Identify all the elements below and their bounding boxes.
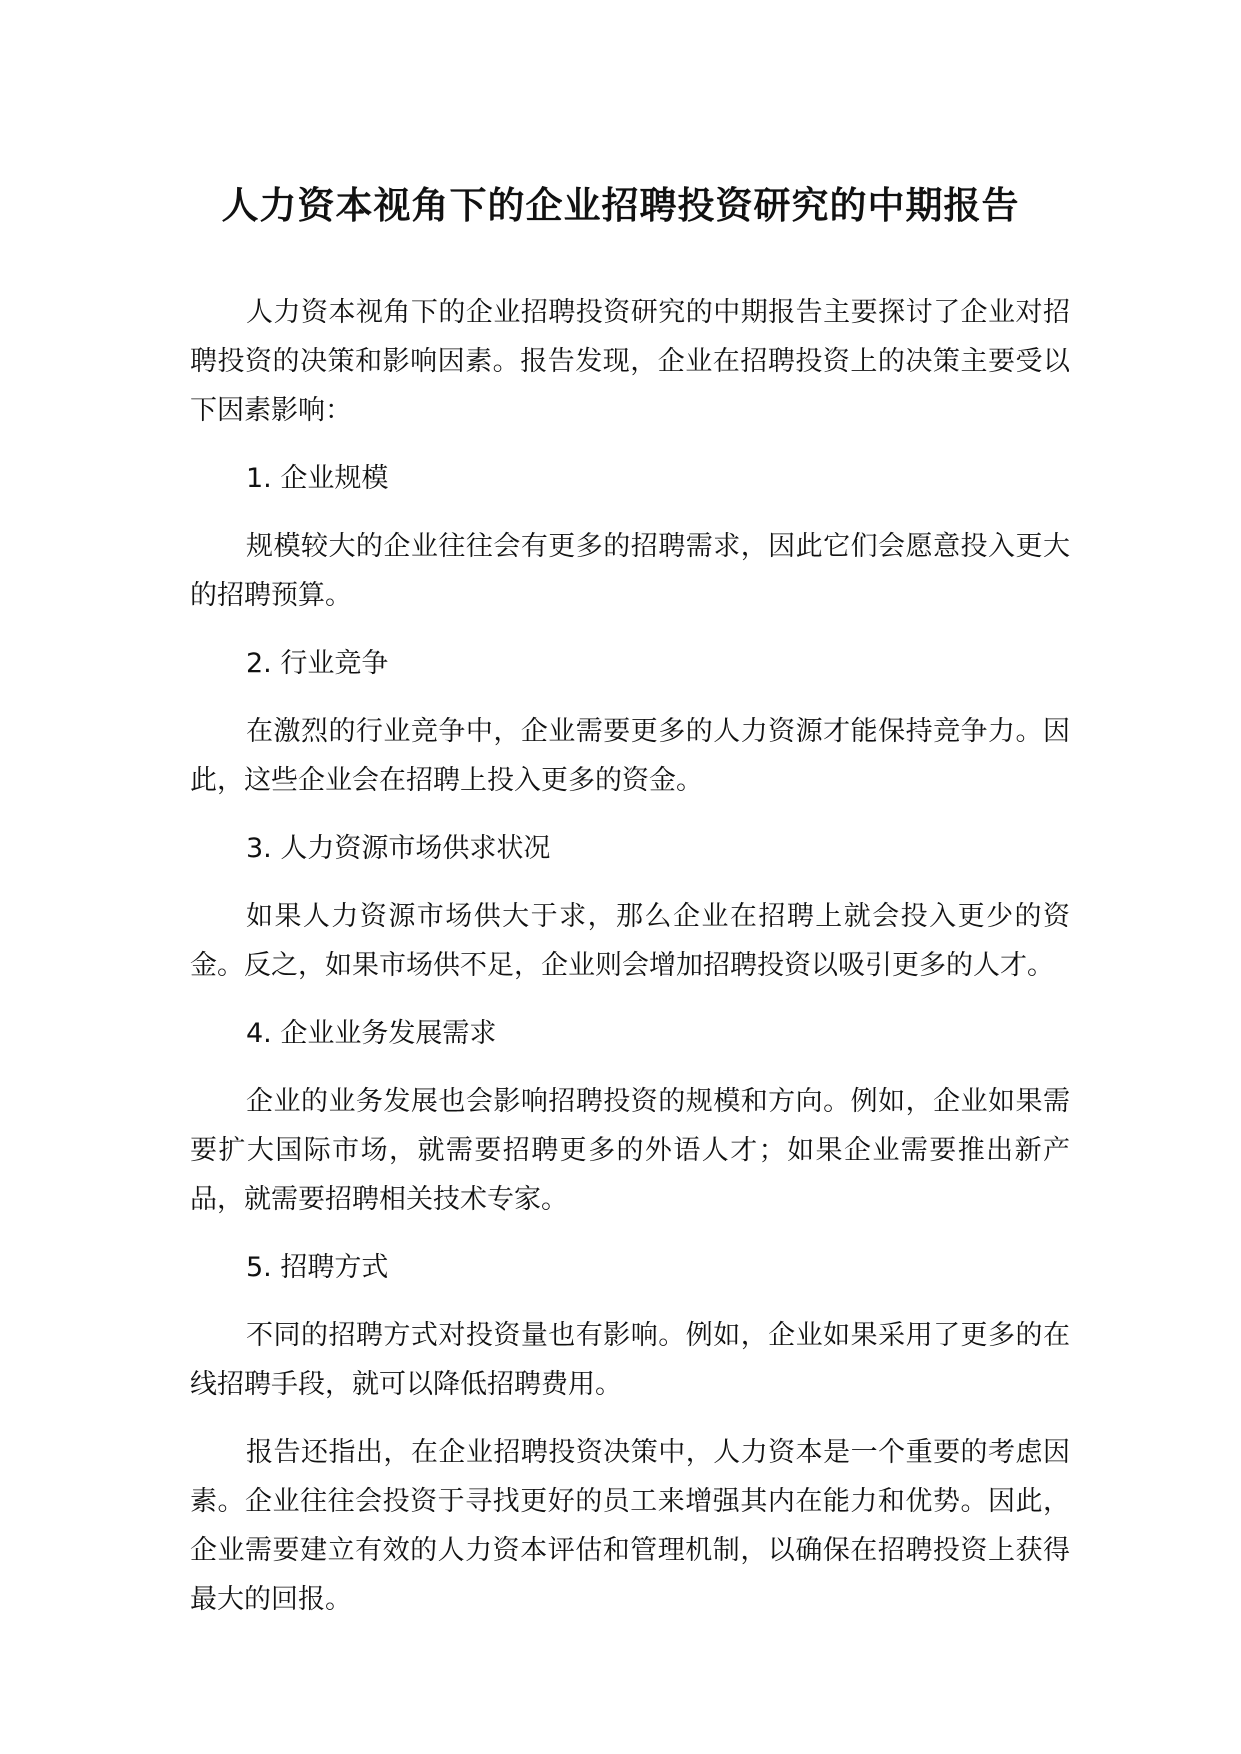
section-paragraph: 规模较大的企业往往会有更多的招聘需求，因此它们会愿意投入更大的招聘预算。 — [190, 531, 1070, 611]
section-paragraph: 不同的招聘方式对投资量也有影响。例如，企业如果采用了更多的在线招聘手段，就可以降低招聘费用。 — [190, 1320, 1070, 1400]
section-heading: 1. 企业规模 — [246, 463, 389, 494]
section-paragraph: 企业的业务发展也会影响招聘投资的规模和方向。例如，企业如果需要扩大国际市场，就需要招聘更多的外语人才；如果企业需要推出新产品，就需要招聘相关技术专家。 — [190, 1086, 1070, 1215]
section-heading: 5. 招聘方式 — [246, 1252, 389, 1283]
section-paragraph: 在激烈的行业竞争中，企业需要更多的人力资源才能保持竞争力。因此，这些企业会在招聘上投入更多的资金。 — [190, 716, 1070, 796]
section-heading: 2. 行业竞争 — [246, 648, 389, 679]
document-body — [190, 288, 1070, 1643]
section-heading: 4. 企业业务发展需求 — [246, 1018, 497, 1049]
intro-paragraph: 人力资本视角下的企业招聘投资研究的中期报告主要探讨了企业对招聘投资的决策和影响因素。报告发现，企业在招聘投资上的决策主要受以下因素影响： — [190, 297, 1070, 426]
document-title: 人力资本视角下的企业招聘投资研究的中期报告 — [221, 184, 1020, 227]
section-heading: 3. 人力资源市场供求状况 — [246, 833, 551, 864]
section-paragraph: 如果人力资源市场供大于求，那么企业在招聘上就会投入更少的资金。反之，如果市场供不足，企业则会增加招聘投资以吸引更多的人才。 — [190, 901, 1070, 981]
conclusion-paragraph: 报告还指出，在企业招聘投资决策中，人力资本是一个重要的考虑因素。企业往往会投资于寻找更好的员工来增强其内在能力和优势。因此，企业需要建立有效的人力资本评估和管理机制，以确保在招聘投资上获得最大的回报。 — [190, 1437, 1070, 1615]
